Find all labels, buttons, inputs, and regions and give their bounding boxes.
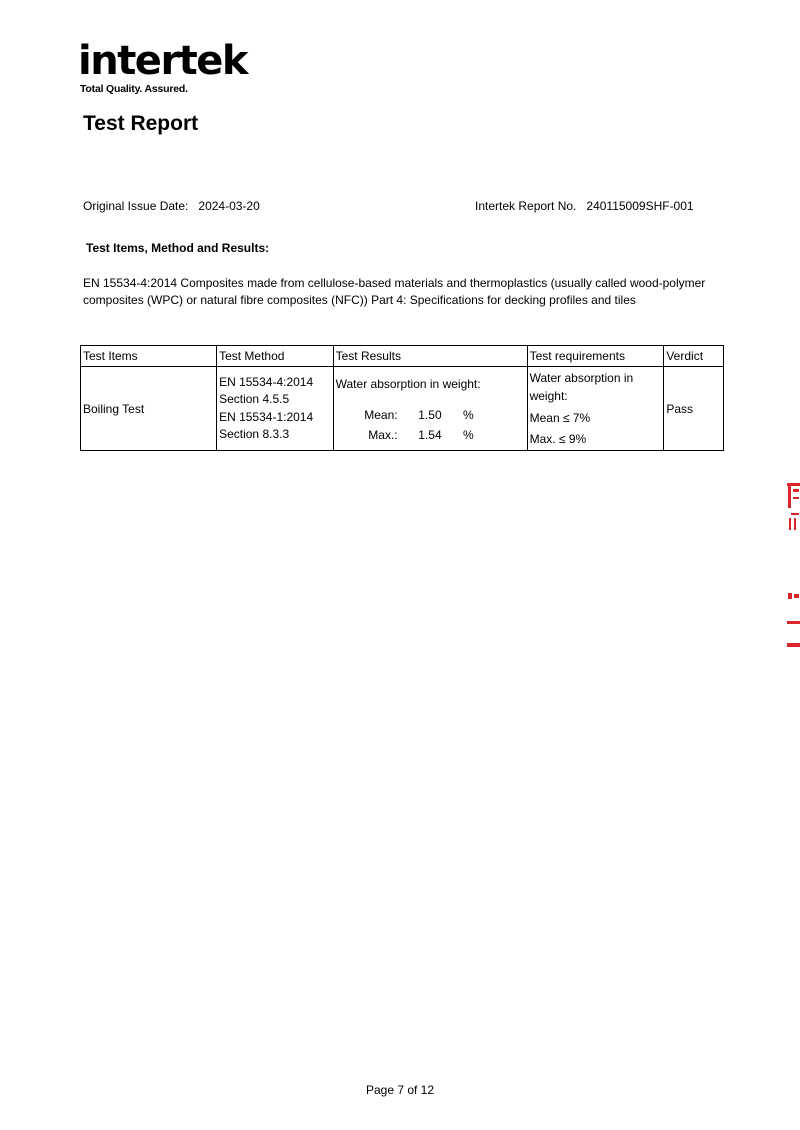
result-value: 1.54 [418,427,442,442]
result-value: 1.50 [418,407,442,422]
issue-date-value: 2024-03-20 [198,199,260,213]
header-verdict: Verdict [664,346,724,367]
header-test-items: Test Items [81,346,217,367]
report-number-value: 240115009SHF-001 [586,199,694,213]
cell-test-method [217,367,334,451]
report-title: Test Report [83,112,199,135]
table-row [81,367,724,451]
result-unit: % [462,407,474,422]
logo-tagline: Total Quality. Assured. [80,83,188,95]
header-test-method: Test Method [217,346,334,367]
result-label: Max.: [368,427,398,442]
intertek-logo [78,40,247,95]
header-test-results: Test Results [333,346,527,367]
issue-date-label: Original Issue Date: [83,199,189,213]
section-heading: Test Items, Method and Results: [86,241,270,255]
cell-test-results [333,367,527,451]
method-line: EN 15534-1:2014 [219,409,314,424]
requirement-line: Max. ≤ 9% [529,432,587,446]
red-stamp-edge [785,483,800,648]
result-label: Mean: [364,407,398,422]
method-line: Section 4.5.5 [219,392,290,406]
requirements-heading: Water absorption in weight: [529,371,634,403]
logo-wordmark: intertek [78,38,248,84]
cell-test-item: Boiling Test [81,367,217,451]
cell-verdict: Pass [664,367,724,451]
standard-description: EN 15534-4:2014 Composites made from cellulose-based materials and thermoplastics (usually called wood-polymer composites (WPC) or natural fibre composites (NFC)) Part 4: Specifications for decking profiles and tiles [83,276,706,307]
results-heading: Water absorption in weight: [335,376,481,391]
result-max [336,425,525,445]
results-table [80,345,724,451]
issue-date-line [83,199,260,213]
method-line: Section 8.3.3 [219,427,290,441]
page-number: Page 7 of 12 [365,1083,435,1097]
cell-test-requirements [527,367,664,451]
method-line: EN 15534-4:2014 [219,374,314,389]
result-unit: % [462,427,474,442]
table-header-row [81,346,724,367]
result-mean [336,405,525,425]
report-number-line [475,199,694,213]
requirement-line: Mean ≤ 7% [529,411,591,425]
header-test-requirements: Test requirements [527,346,664,367]
report-number-label: Intertek Report No. [475,199,577,213]
